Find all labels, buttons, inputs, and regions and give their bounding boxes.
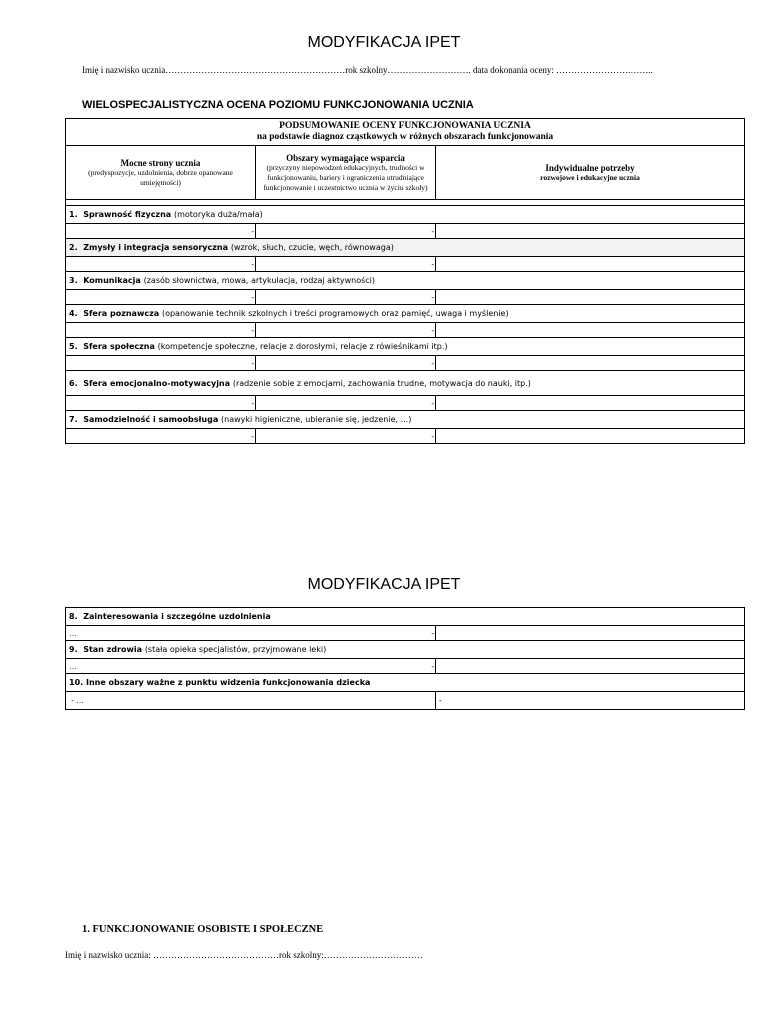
entry-cell[interactable]: - … xyxy=(66,692,436,710)
entry-row xyxy=(66,429,745,444)
entry-cell[interactable] xyxy=(436,429,745,444)
entry-cell[interactable] xyxy=(436,356,745,371)
entry-row xyxy=(66,290,745,305)
entry-cell[interactable]: - xyxy=(66,356,256,371)
summary-title: PODSUMOWANIE OCENY FUNKCJONOWANIA UCZNIA xyxy=(279,121,531,131)
entry-cell[interactable] xyxy=(436,396,745,411)
entry-cell[interactable] xyxy=(436,323,745,338)
entry-cell[interactable] xyxy=(436,659,745,674)
entry-cell[interactable]: - xyxy=(66,323,256,338)
section-row: 8. Zainteresowania i szczególne uzdolnienia xyxy=(66,608,745,626)
page-title: MODYFIKACJA IPET xyxy=(307,576,461,593)
entry-cell[interactable]: - xyxy=(256,290,436,305)
summary-header xyxy=(66,119,745,146)
entry-cell[interactable]: … - xyxy=(66,659,436,674)
section-row: 7. Samodzielność i samoobsługa (nawyki higieniczne, ubieranie się, jedzenie, ...) xyxy=(66,411,745,429)
column-note: (przyczyny niepowodzeń edukacyjnych, trudności w funkcjonowaniu, bariery i ograniczenia utrudniające funkcjonowanie i uczestnictwo ucznia w życiu szkoły) xyxy=(263,162,428,192)
section-row: 6. Sfera emocjonalno-motywacyjna (radzenie sobie z emocjami, zachowania trudne, motywacja do nauki, itp.) xyxy=(66,371,745,396)
column-label: Mocne strony ucznia xyxy=(120,157,201,168)
column-header-support-areas xyxy=(256,146,436,200)
functioning-section-title: 1. FUNKCJONOWANIE OSOBISTE I SPOŁECZNE xyxy=(82,924,324,935)
entry-row xyxy=(66,356,745,371)
entry-cell[interactable]: - xyxy=(66,429,256,444)
entry-cell[interactable]: - xyxy=(256,323,436,338)
section-row: 2. Zmysły i integracja sensoryczna (wzrok, słuch, czucie, węch, równowaga) xyxy=(66,239,745,257)
entry-cell[interactable]: - xyxy=(66,257,256,272)
entry-row xyxy=(66,224,745,239)
entry-row xyxy=(66,692,745,710)
entry-cell[interactable]: - xyxy=(66,290,256,305)
entry-cell[interactable] xyxy=(436,626,745,641)
entry-row xyxy=(66,659,745,674)
assessment-summary-table xyxy=(65,118,745,444)
entry-row xyxy=(66,626,745,641)
column-header-individual-needs xyxy=(436,146,745,200)
entry-row xyxy=(66,396,745,411)
entry-cell[interactable]: - xyxy=(256,429,436,444)
entry-cell[interactable]: - xyxy=(66,396,256,411)
column-label: Obszary wymagające wsparcia xyxy=(286,152,405,163)
column-header-strengths xyxy=(66,146,256,200)
section-row: 10. Inne obszary ważne z punktu widzenia funkcjonowania dziecka xyxy=(66,674,745,692)
entry-cell[interactable] xyxy=(436,257,745,272)
entry-cell[interactable] xyxy=(436,224,745,239)
entry-cell[interactable]: - xyxy=(256,257,436,272)
page-title: MODYFIKACJA IPET xyxy=(307,34,461,51)
entry-cell[interactable]: … - xyxy=(66,626,436,641)
entry-cell[interactable]: - xyxy=(66,224,256,239)
column-note: rozwojowe i edukacyjne ucznia xyxy=(540,172,640,182)
student-info-line: Imię i nazwisko ucznia……………………………………………………rok szkolny………………………. data dokonania oceny: …………………….…….. xyxy=(82,65,653,75)
entry-cell[interactable] xyxy=(436,290,745,305)
additional-areas-table xyxy=(65,607,745,710)
summary-subtitle: na podstawie diagnoz cząstkowych w różnych obszarach funkcjonowania xyxy=(256,132,554,142)
entry-cell[interactable]: - xyxy=(256,396,436,411)
student-name-line: Imię i nazwisko ucznia: ……………………………………rok szkolny:…………………………… xyxy=(65,950,423,960)
entry-cell[interactable]: - xyxy=(436,692,745,710)
column-note: (predyspozycje, uzdolnienia, dobrze opanowane umiejętności) xyxy=(88,167,233,187)
section-row: 1. Sprawność fizyczna (motoryka duża/mała) xyxy=(66,206,745,224)
section-row: 3. Komunikacja (zasób słownictwa, mowa, artykulacja, rodzaj aktywności) xyxy=(66,272,745,290)
section-row: 4. Sfera poznawcza (opanowanie technik szkolnych i treści programowych oraz pamięć, uwaga i myślenie) xyxy=(66,305,745,323)
section-row: 5. Sfera społeczna (kompetencje społeczne, relacje z dorosłymi, relacje z rówieśnikami itp.) xyxy=(66,338,745,356)
entry-row xyxy=(66,257,745,272)
entry-cell[interactable]: - xyxy=(256,356,436,371)
entry-row xyxy=(66,323,745,338)
section-heading: WIELOSPECJALISTYCZNA OCENA POZIOMU FUNKCJONOWANIA UCZNIA xyxy=(82,99,474,111)
section-row: 9. Stan zdrowia (stała opieka specjalistów, przyjmowane leki) xyxy=(66,641,745,659)
column-label: Indywidualne potrzeby xyxy=(545,162,635,173)
entry-cell[interactable]: - xyxy=(256,224,436,239)
